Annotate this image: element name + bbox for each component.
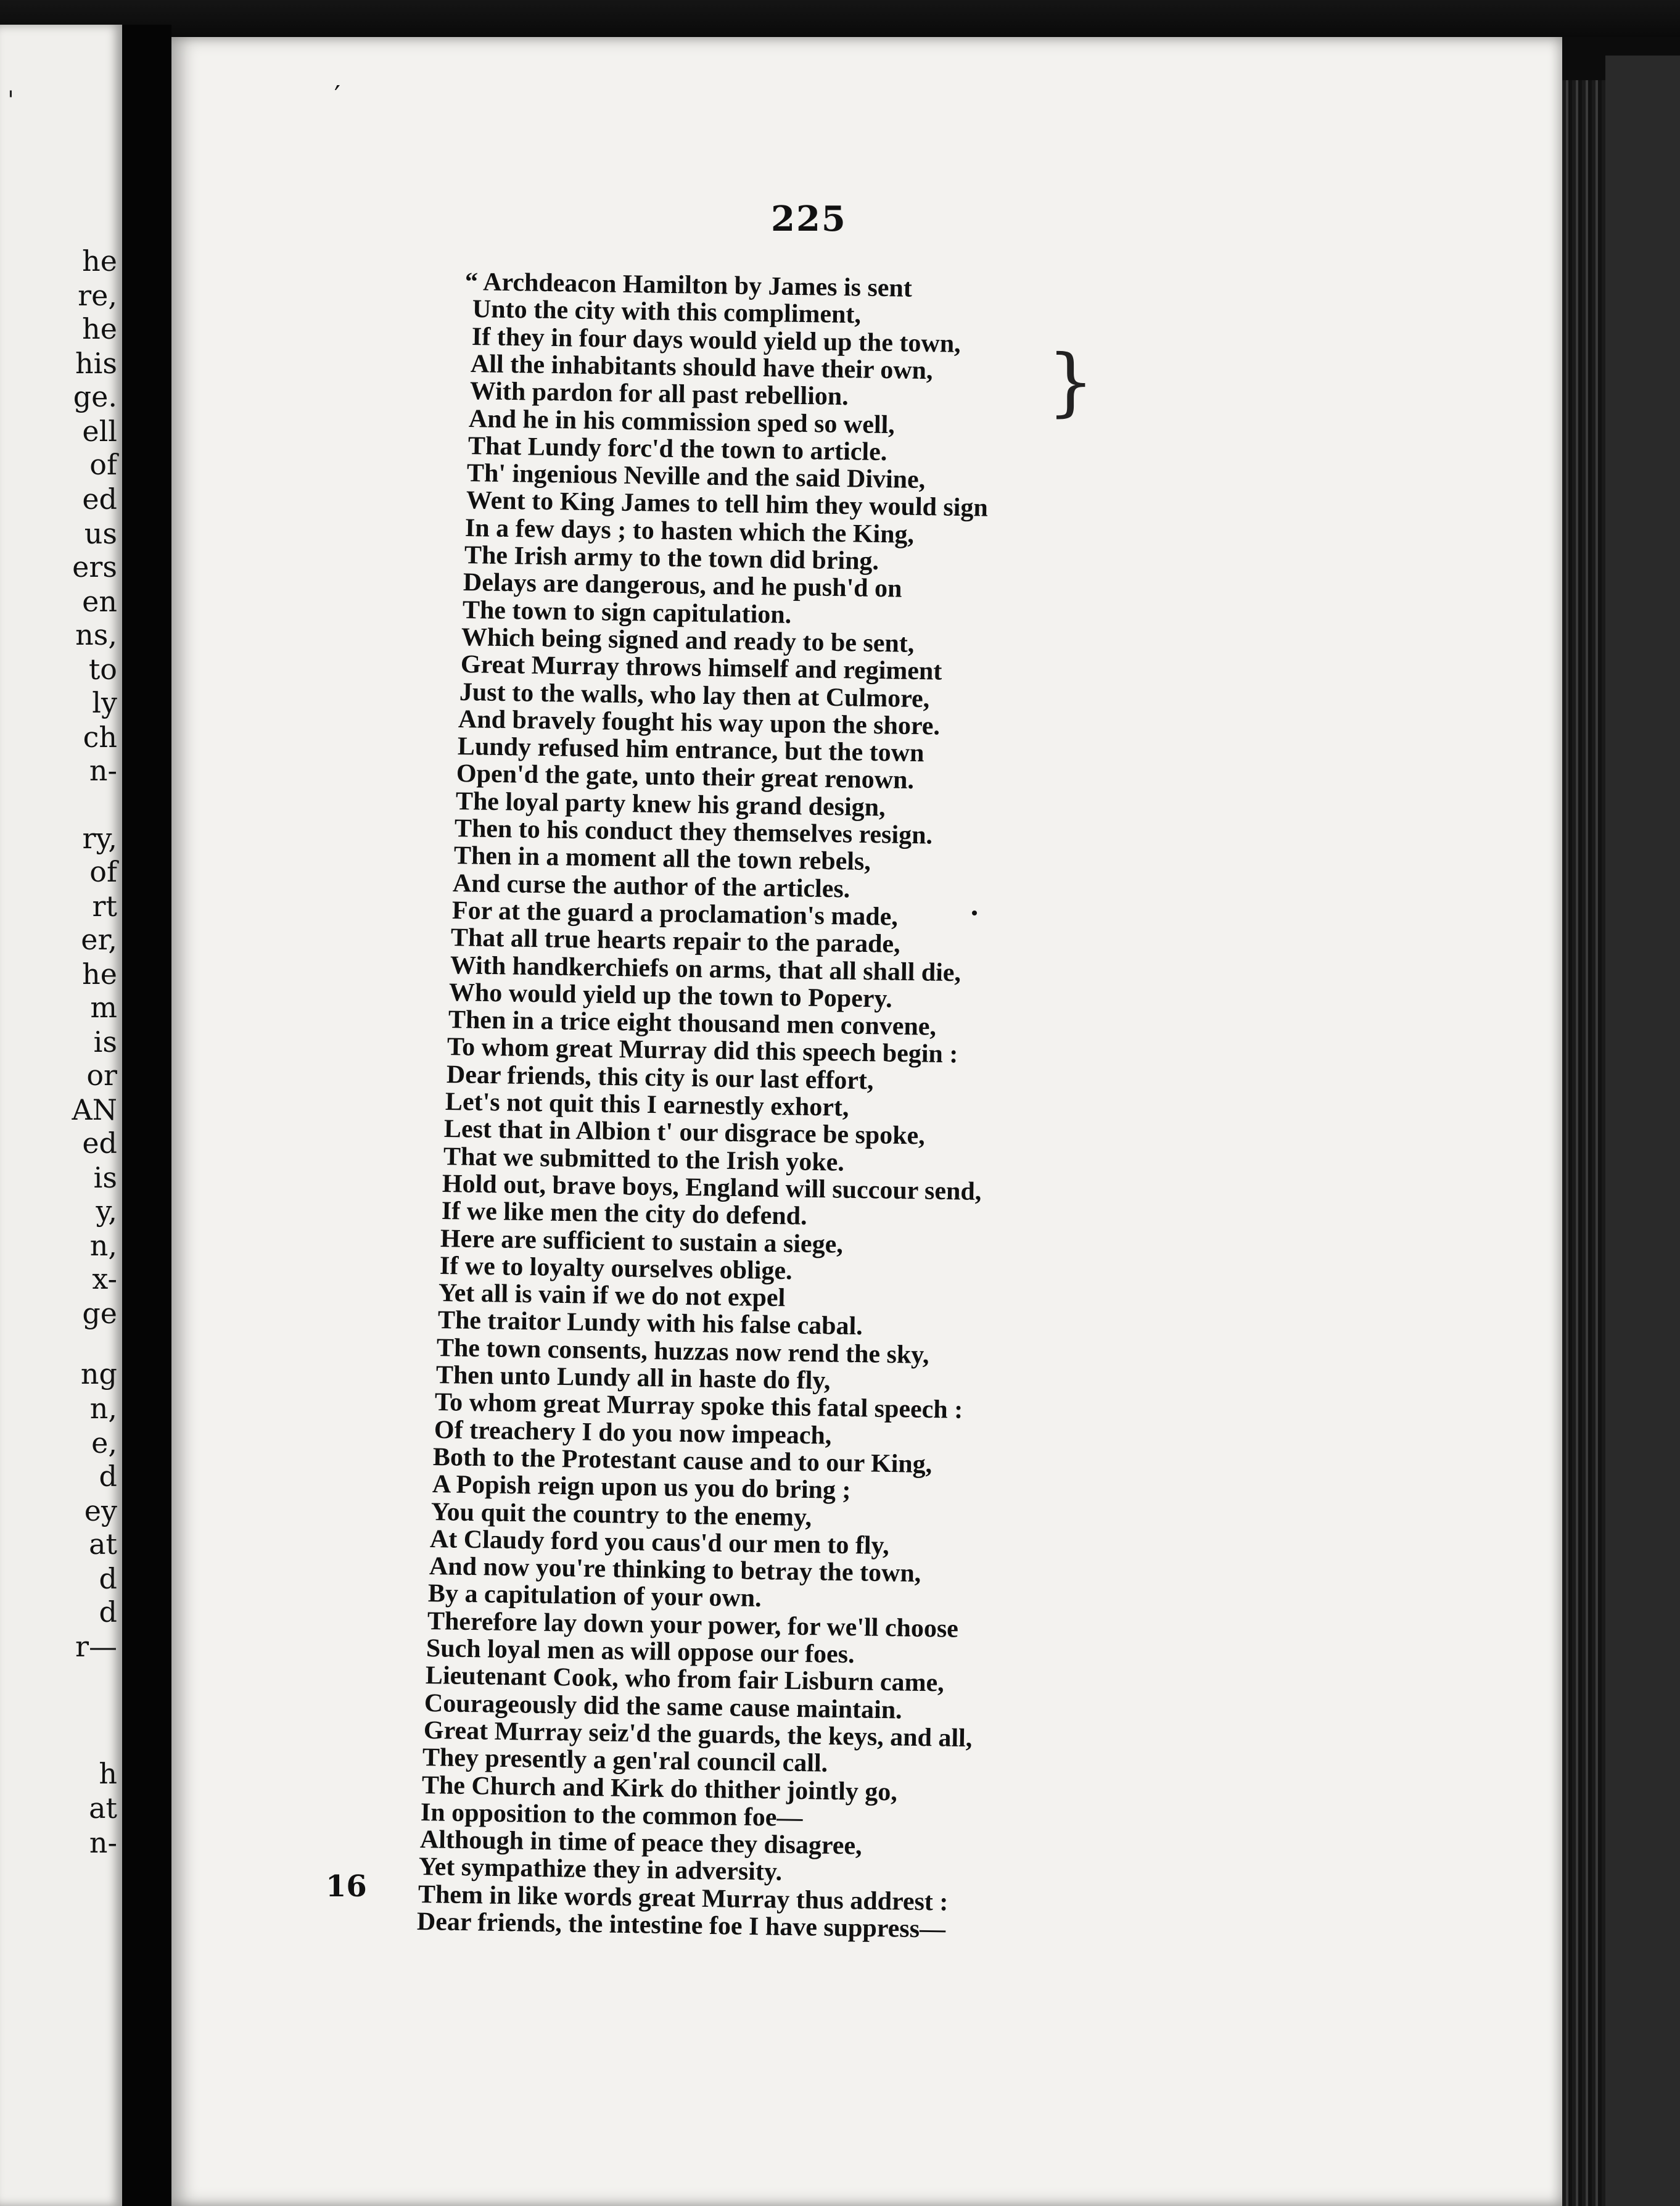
ink-speck <box>972 911 977 915</box>
verse-line: They presently a gen'ral council call. <box>422 1743 828 1778</box>
verse-line: Courageously did the same cause maintain. <box>424 1688 903 1725</box>
left-page-fragment: ly <box>92 686 117 719</box>
left-page-fragment: ey <box>84 1494 117 1527</box>
verse-line: And curse the author of the articles. <box>452 869 850 904</box>
left-page-fragment: h <box>99 1757 117 1790</box>
verse-line: Dear friends, this city is our last effort, <box>446 1060 874 1095</box>
verse-line: All the inhabitants should have their own, <box>471 349 934 386</box>
verse-line: Lundy refused him entrance, but the town <box>457 732 924 768</box>
verse-line: Dear friends, the intestine foe I have suppress— <box>416 1907 946 1944</box>
verse-line: Delays are dangerous, and he push'd on <box>463 568 902 603</box>
left-page-fragment: re, <box>78 279 117 312</box>
verse-line: Which being signed and ready to be sent, <box>461 622 915 658</box>
left-page-fragment: or <box>86 1059 117 1092</box>
verse-line: In a few days ; to hasten which the King, <box>464 513 915 549</box>
page-number: 225 <box>771 199 847 239</box>
left-page-fragment: ell <box>82 415 117 448</box>
verse-line: And now you're thinking to betray the town, <box>429 1552 921 1588</box>
left-page-fragment: ns, <box>75 618 117 651</box>
verse-line: Such loyal men as will oppose our foes. <box>426 1634 855 1669</box>
verse-line: Then in a trice eight thousand men convene, <box>448 1006 936 1041</box>
scan-top-edge <box>0 0 1680 37</box>
verse-line: Here are sufficient to sustain a siege, <box>440 1224 844 1259</box>
left-page-fragment: d <box>99 1460 117 1493</box>
verse-line: If we to loyalty ourselves oblige. <box>439 1251 793 1286</box>
left-page-fragment: at <box>89 1791 117 1825</box>
verse-line: “ Archdeacon Hamilton by James is sent <box>464 268 913 303</box>
left-page-fragment: ed <box>82 1126 117 1160</box>
verse-line: To whom great Murray did this speech begin : <box>447 1033 958 1069</box>
book-gutter <box>122 25 171 2206</box>
left-page-fragment: he <box>82 957 117 991</box>
verse-line: Then in a moment all the town rebels, <box>453 841 871 877</box>
verse-line: That all true hearts repair to the parade, <box>450 923 901 959</box>
left-page-fragment: m <box>90 991 117 1024</box>
verse-line: By a capitulation of your own. <box>428 1579 762 1613</box>
left-page-fragment: x- <box>92 1262 117 1295</box>
verse-line: Although in time of peace they disagree, <box>419 1825 862 1861</box>
verse-line: Let's not quit this I earnestly exhort, <box>445 1088 849 1122</box>
verse-line: Great Murray seiz'd the guards, the keys, and all, <box>423 1716 973 1753</box>
verse-line: Great Murray throws himself and regiment <box>460 650 942 686</box>
left-page-fragment: at <box>89 1527 117 1561</box>
verse-line: Open'd the gate, unto their great renown. <box>456 759 915 795</box>
verse-line: Hold out, brave boys, England will succour send, <box>442 1169 982 1206</box>
left-page-fragment: he <box>82 312 117 345</box>
left-page-fragment: d <box>99 1562 117 1595</box>
verse-line: Lest that in Albion t' our disgrace be spoke, <box>444 1115 926 1151</box>
left-page-fragment: n, <box>89 1229 117 1262</box>
left-page-fragment: n- <box>89 1826 117 1859</box>
verse-line: Who would yield up the town to Popery. <box>448 978 893 1014</box>
left-page-fragment: ry, <box>82 822 117 855</box>
margin-tick-mark: ′ <box>334 80 340 112</box>
marginal-brace: } <box>1047 339 1095 425</box>
left-page-fragment: n, <box>89 1392 117 1425</box>
left-page-fragment: of <box>89 448 117 481</box>
verse-line: Both to the Protestant cause and to our King, <box>432 1442 933 1479</box>
verse-line: In opposition to the common foe— <box>420 1798 803 1832</box>
verse-line: For at the guard a proclamation's made, <box>451 896 898 932</box>
verse-line: The traitor Lundy with his false cabal. <box>437 1306 863 1341</box>
left-page-fragment: ch <box>83 721 117 754</box>
left-page-fragment: AN <box>72 1093 117 1126</box>
left-page-fragment: is <box>93 1161 117 1194</box>
left-page-fragment: ge. <box>73 380 117 413</box>
left-page-fragment: ers <box>72 550 117 584</box>
signature-mark: 16 <box>326 1869 367 1904</box>
verse-line: Then to his conduct they themselves resign. <box>454 814 933 850</box>
left-page-fragment: rt <box>92 890 117 923</box>
verse-line: Of treachery I do you now impeach, <box>434 1415 832 1450</box>
verse-line: That Lundy forc'd the town to article. <box>467 431 887 466</box>
left-page-fragment: e, <box>91 1426 117 1460</box>
page-edge-stack <box>1562 80 1605 2206</box>
verse-line: That we submitted to the Irish yoke. <box>443 1142 845 1177</box>
verse-line: With handkerchiefs on arms, that all shall die, <box>450 951 961 987</box>
verse-line: The town to sign capitulation. <box>462 595 792 629</box>
left-page-fragment: his <box>75 347 117 380</box>
verse-line: And he in his commission sped so well, <box>468 404 896 439</box>
verse-line: With pardon for all past rebellion. <box>469 377 849 411</box>
left-page-fragment: ng <box>80 1357 117 1390</box>
left-page-fragment: he <box>82 244 117 278</box>
left-page-fragment: ge <box>82 1297 117 1330</box>
verse-line: The Irish army to the town did bring. <box>464 541 879 576</box>
left-page-fragment: ed <box>82 482 117 516</box>
verse-line: Yet all is vain if we do not expel <box>438 1279 786 1313</box>
left-page-fragment: er, <box>81 923 117 956</box>
verse-line: Just to the walls, who lay then at Culmore, <box>459 677 930 713</box>
book-cover-edge <box>1605 56 1680 2206</box>
left-page <box>0 25 122 2206</box>
left-page-mark: ' <box>7 86 14 115</box>
verse-line: And bravely fought his way upon the shore. <box>458 704 941 741</box>
verse-line: You quit the country to the enemy, <box>430 1497 812 1532</box>
verse-line: Th' ingenious Neville and the said Divine, <box>466 459 926 495</box>
verse-line: To whom great Murray spoke this fatal speech : <box>434 1388 963 1424</box>
verse-line: Lieutenant Cook, who from fair Lisburn came, <box>425 1661 944 1698</box>
verse-line: At Claudy ford you caus'd our men to fly, <box>430 1524 890 1560</box>
verse-line: A Popish reign upon us you do bring ; <box>432 1470 851 1505</box>
left-page-fragment: of <box>89 855 117 888</box>
verse-line: Went to King James to tell him they would sign <box>466 486 988 523</box>
verse-line: Then unto Lundy all in haste do fly, <box>435 1361 831 1395</box>
left-page-fragment: is <box>93 1025 117 1059</box>
verse-line: Therefore lay down your power, for we'll choose <box>427 1606 959 1643</box>
left-page-fragment: us <box>84 517 117 550</box>
verse-line: Them in like words great Murray thus addrest : <box>418 1880 949 1917</box>
left-page-fragment: r— <box>75 1630 117 1663</box>
verse-line: If they in four days would yield up the town, <box>471 322 961 358</box>
verse-line: Unto the city with this compliment, <box>472 295 862 329</box>
verse-line: If we like men the city do defend. <box>441 1197 807 1231</box>
verse-line: The Church and Kirk do thither jointly go, <box>421 1770 897 1806</box>
left-page-fragment: d <box>99 1595 117 1629</box>
left-page-fragment: n- <box>89 754 117 787</box>
verse-line: The town consents, huzzas now rend the sky, <box>436 1333 929 1369</box>
left-page-fragment: to <box>88 653 117 686</box>
verse-line: The loyal party knew his grand design, <box>455 787 886 822</box>
verse-line: Yet sympathize they in adversity. <box>418 1853 783 1887</box>
left-page-fragment: y, <box>96 1194 117 1228</box>
left-page-fragment: en <box>82 585 117 618</box>
